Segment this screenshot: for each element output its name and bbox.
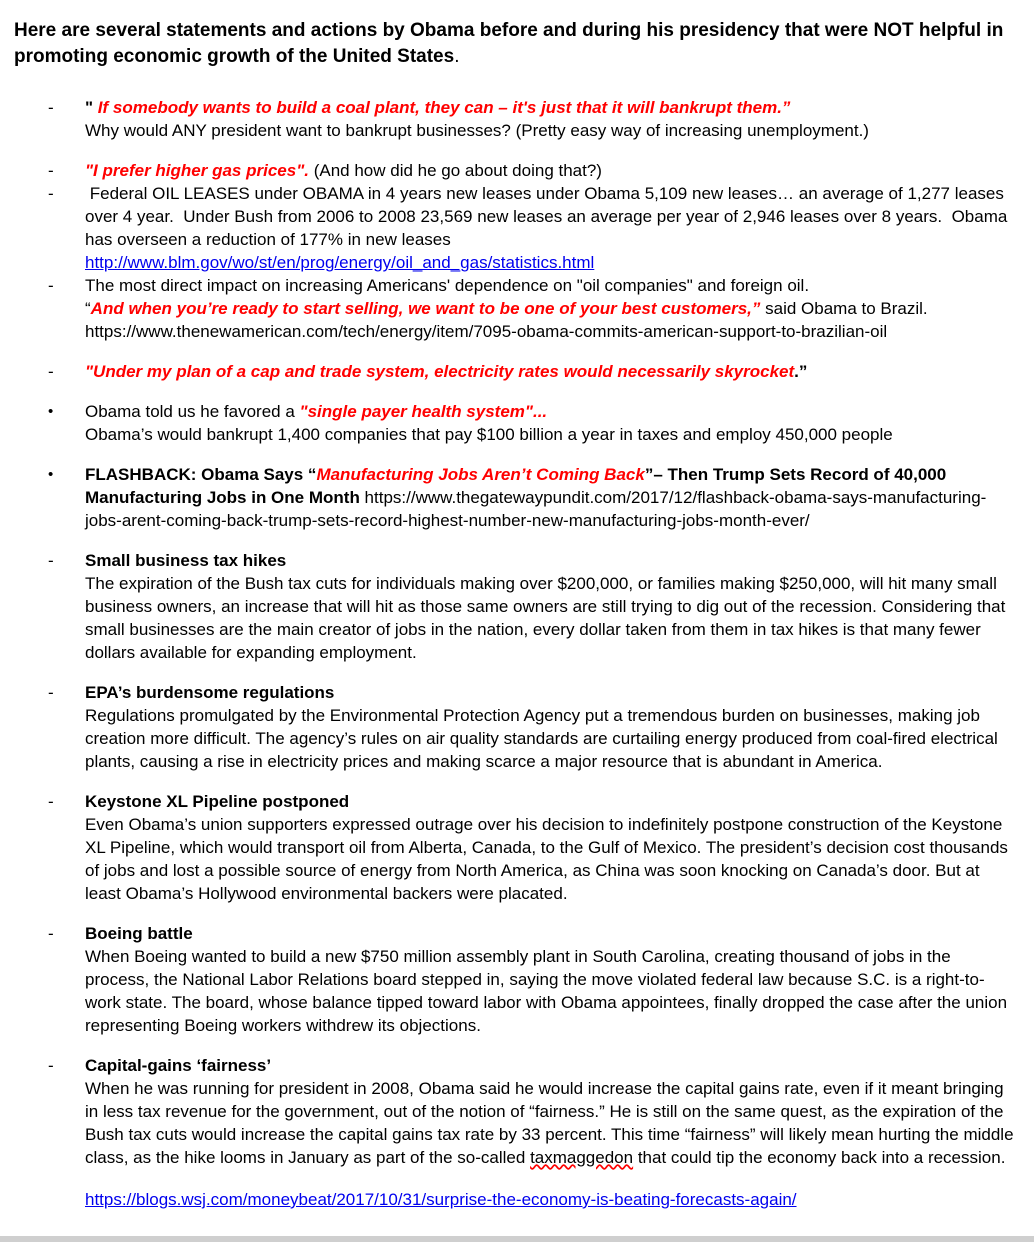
window-edge-bar (0, 1236, 1034, 1242)
hyperlink[interactable]: http://www.blm.gov/wo/st/en/prog/energy/oil_and_gas/statistics.html (85, 253, 595, 272)
text-run: Boeing battle (85, 924, 193, 943)
text-run: Even Obama’s union supporters expressed outrage over his decision to indefinitely postpone construction of the Keystone XL Pipeline, which would transport oil from Alberta, Canada, to the Gulf of Mexico. The president’s decision cost thousands of jobs and lost a possible source of energy from North America, as China was soon knocking on Canada’s door. But at least Obama’s Hollywood environmental backers were placated. (85, 815, 1013, 903)
list-item (14, 159, 1014, 182)
text-run: " (85, 98, 98, 117)
list-item (14, 549, 1014, 664)
bullet-marker: - (48, 98, 54, 117)
bullet-marker: - (48, 551, 54, 570)
paragraph (85, 423, 1014, 446)
text-run: And when you’re ready to start selling, we want to be one of your best customers,” (90, 299, 761, 318)
text-run: taxmaggedon (530, 1148, 634, 1167)
text-run: Keystone XL Pipeline postponed (85, 792, 350, 811)
paragraph (85, 182, 1014, 251)
bullet-marker: - (48, 362, 54, 381)
list-item-content (85, 681, 1014, 773)
text-run: Federal OIL LEASES under OBAMA in 4 years new leases under Obama 5,109 new leases… an average of 1,277 leases over 4 year. Under Bush from 2006 to 2008 23,569 new leases an average per year of 2,946 leases over 8 years. Obama has overseen a reduction of 177% in new leases (85, 184, 1013, 249)
text-run: . (454, 46, 460, 67)
text-run: When he was running for president in 2008, Obama said he would increase the capital gains rate, even if it meant bringing in less tax revenue for the government, out of the notion of “fairness.” He is still on the same quest, as the expiration of the Bush tax cuts would increase the capital gains tax rate by 33 percent. This time “fairness” will likely mean hurting the middle class, as the hike looms in January as part of the so-called (85, 1079, 1019, 1167)
hyperlink[interactable]: https://blogs.wsj.com/moneybeat/2017/10/31/surprise-the-economy-is-beating-forecasts-again/ (85, 1190, 797, 1209)
text-run: Why would ANY president want to bankrupt businesses? (Pretty easy way of increasing unemployment.) (85, 121, 869, 140)
document-title (14, 18, 1014, 70)
list-item (14, 400, 1014, 446)
text-run: Obama’s would bankrupt 1,400 companies that pay $100 billion a year in taxes and employ 450,000 people (85, 425, 893, 444)
list-item (14, 922, 1014, 1037)
text-run: .” (794, 362, 808, 381)
paragraph (85, 119, 1014, 142)
list-item-content (85, 549, 1014, 664)
text-run: https://www.thenewamerican.com/tech/energy/item/7095-obama-commits-american-support-to-brazilian-oil (85, 322, 888, 341)
bullet-marker: - (48, 276, 54, 295)
text-run: https://www.thegatewaypundit.com/2017/12/flashback-obama-says-manufacturing-jobs-arent-coming-back-trump-sets-record-highest-number-new-manufacturing-jobs-month-ever/ (85, 488, 987, 530)
list-item (14, 360, 1014, 383)
list-item-content (85, 790, 1014, 905)
paragraph (85, 320, 1014, 343)
text-run: (And how did he go about doing that?) (313, 161, 602, 180)
text-run: The most direct impact on increasing Americans' dependence on "oil companies" and foreign oil. (85, 276, 810, 295)
paragraph (85, 274, 1014, 297)
paragraph (85, 1054, 1014, 1077)
text-run: If somebody wants to build a coal plant, they can – it's just that it will bankrupt them.” (97, 98, 791, 117)
paragraph (85, 360, 1014, 383)
paragraph (85, 790, 1014, 813)
list-item-content (85, 96, 1014, 142)
bullet-marker: - (48, 792, 54, 811)
text-run: When Boeing wanted to build a new $750 million assembly plant in South Carolina, creating thousand of jobs in the process, the National Labor Relations board stepped in, saying the move violated federal law because S.C. is a right-to-work state. The board, whose balance tipped toward labor with Obama appointees, finally dropped the case after the union representing Boeing workers withdrew its objections. (85, 947, 1012, 1035)
text-run: Small business tax hikes (85, 551, 287, 570)
paragraph (85, 549, 1014, 572)
paragraph (85, 251, 1014, 274)
list-item-content (85, 360, 1014, 383)
list-item-content (85, 1054, 1019, 1169)
list-item-content (85, 463, 1014, 532)
paragraph (85, 945, 1014, 1037)
text-run: said Obama to Brazil. (760, 299, 928, 318)
paragraph (85, 159, 1014, 182)
bullet-marker: - (48, 683, 54, 702)
text-run: “ (85, 299, 91, 318)
paragraph (85, 96, 1014, 119)
paragraph (85, 297, 1014, 320)
text-run: Here are several statements and actions by Obama before and during his presidency that were NOT helpful in promoting economic growth of the United States (14, 20, 1009, 67)
bullet-marker: - (48, 1056, 54, 1075)
text-run: "Under my plan of a cap and trade system, electricity rates would necessarily skyrocket (85, 362, 795, 381)
footer-link-line (85, 1188, 1014, 1211)
bullet-marker: - (48, 184, 54, 203)
paragraph (85, 681, 1014, 704)
list-item (14, 1054, 1019, 1169)
list-item (14, 790, 1014, 905)
bullet-marker: - (48, 924, 54, 943)
bullet-list (14, 96, 1019, 1169)
text-run: ”– Then Trump Sets Record of 40,000 Manufacturing Jobs in One Month (85, 465, 951, 507)
list-item (14, 681, 1014, 773)
text-run: Manufacturing Jobs Aren’t Coming Back (316, 465, 645, 484)
bullet-marker: • (48, 403, 54, 420)
paragraph (85, 463, 1014, 532)
text-run: Capital-gains ‘fairness’ (85, 1056, 272, 1075)
paragraph (85, 572, 1014, 664)
text-run: "single payer health system"... (299, 402, 548, 421)
paragraph (85, 704, 1014, 773)
text-run: The expiration of the Bush tax cuts for individuals making over $200,000, or families making $250,000, will hit many small business owners, an increase that will hit as those same owners are still trying to dig out of the recession. Considering that small businesses are the main creator of jobs in the nation, every dollar taken from them in tax hikes is that many fewer dollars available for expanding employment. (85, 574, 1011, 662)
paragraph (85, 400, 1014, 423)
paragraph (85, 1077, 1019, 1169)
text-run: Obama told us he favored a (85, 402, 300, 421)
text-run: FLASHBACK: Obama Says “ (85, 465, 317, 484)
list-item-content (85, 182, 1014, 274)
text-run: "I prefer higher gas prices". (85, 161, 314, 180)
list-item-content (85, 274, 1014, 343)
bullet-marker: • (48, 466, 54, 483)
list-item (14, 96, 1014, 142)
list-item-content (85, 159, 1014, 182)
text-run: EPA’s burdensome regulations (85, 683, 335, 702)
list-item (14, 182, 1014, 274)
paragraph (85, 813, 1014, 905)
paragraph (85, 922, 1014, 945)
text-run: Regulations promulgated by the Environmental Protection Agency put a tremendous burden on businesses, making job creation more difficult. The agency’s rules on air quality standards are curtailing energy produced from coal-fired electrical plants, causing a rise in electricity prices and making scarce a major resource that is abundant in America. (85, 706, 1003, 771)
text-run: that could tip the economy back into a recession. (633, 1148, 1006, 1167)
list-item-content (85, 922, 1014, 1037)
list-item (14, 463, 1014, 532)
list-item-content (85, 400, 1014, 446)
list-item (14, 274, 1014, 343)
bullet-marker: - (48, 161, 54, 180)
